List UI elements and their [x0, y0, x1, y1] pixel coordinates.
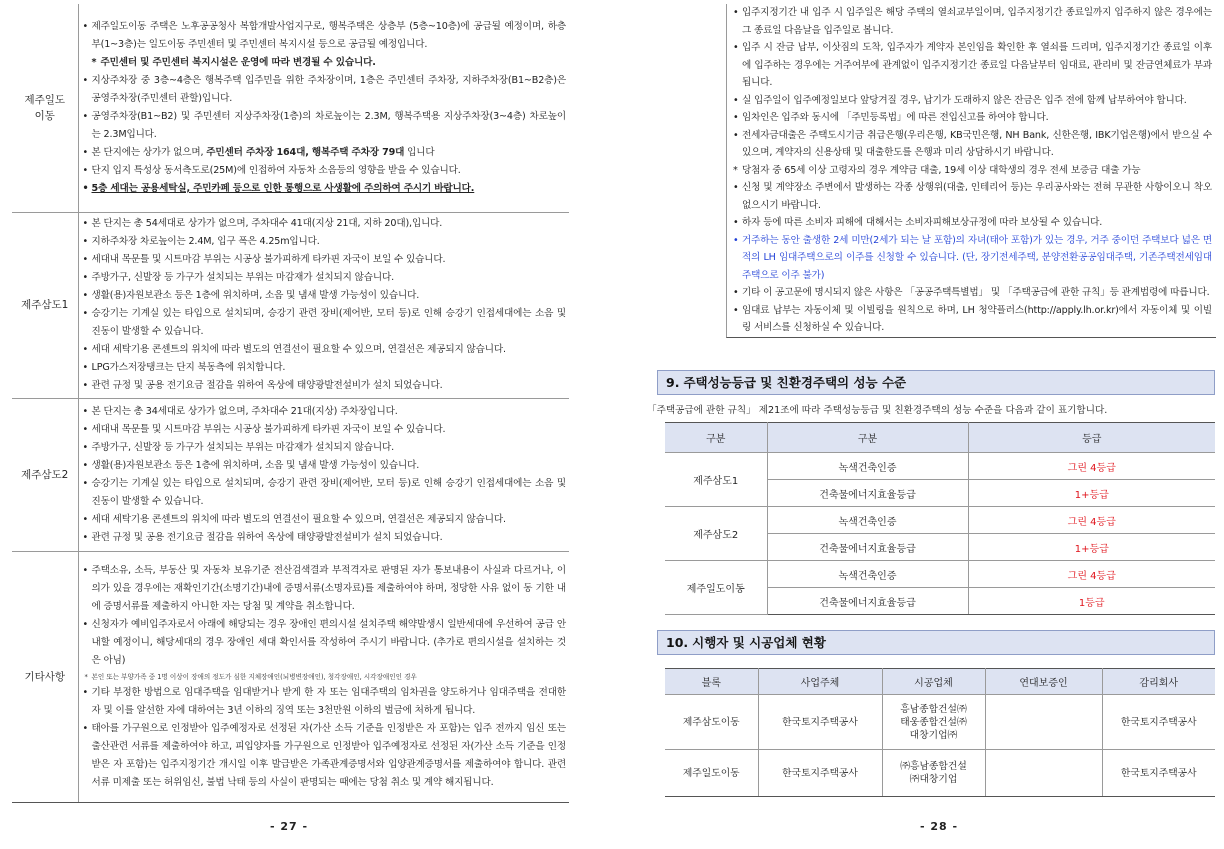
row-label: 제주삼도2: [12, 398, 78, 551]
list-item: • 세대 세탁기용 콘센트의 위치에 따라 별도의 연결선이 필요할 수 있으며, 연결선은 제공되지 않습니다.: [83, 341, 567, 359]
guarantor: [985, 695, 1102, 750]
table-header-row: [665, 423, 1215, 453]
list-item: • 생활(용)자원보관소 등은 1층에 위치하며, 소음 및 냄새 발생 가능성이 있습니다.: [83, 457, 567, 475]
row-label: 기타사항: [12, 551, 78, 802]
list-item: • 단지 입지 특성상 동서측도로(25M)에 인접하여 자동차 소음등의 영향을 받을 수 있습니다.: [83, 162, 567, 180]
performance-grade-table: [665, 422, 1215, 615]
note-item: * 주민센터 및 주민센터 복지시설은 운영에 따라 변경될 수 있습니다.: [83, 54, 567, 72]
list-item: • 관련 규정 및 공용 전기요금 절감을 위하여 옥상에 태양광발전설비가 설치 되었습니다.: [83, 377, 567, 395]
row-content: [78, 212, 569, 398]
group-name: 제주일도이동: [665, 561, 767, 615]
row-content: [78, 398, 569, 551]
column-header: 블록: [665, 669, 758, 695]
column-header: 구분: [665, 423, 767, 453]
list-item: • 주방가구, 신발장 등 가구가 설치되는 부위는 마감재가 설치되지 않습니다.: [83, 439, 567, 457]
list-item: • 전세자금대출은 주택도시기금 취급은행(우리은행, KB국민은행, NH Bank, 신한은행, IBK기업은행)에서 받으실 수 있으며, 계약자의 신용상태 및 대출한도를 은행과 미리 상담하시기 바랍니다.: [733, 127, 1212, 162]
guarantor: [985, 750, 1102, 797]
supervisor-name: 한국토지주택공사: [1102, 750, 1215, 797]
grade-value: 그린 4등급: [968, 561, 1215, 588]
supervisor-name: 한국토지주택공사: [1102, 695, 1215, 750]
list-item: • 임차인은 입주와 동시에 「주민등록법」에 따른 전입신고를 하여야 합니다.: [733, 109, 1212, 127]
list-item: • LPG가스저장탱크는 단지 북동측에 위치합니다.: [83, 359, 567, 377]
grade-value: 그린 4등급: [968, 453, 1215, 480]
list-item: • 생활(용)자원보관소 등은 1층에 위치하며, 소음 및 냄새 발생 가능성이 있습니다.: [83, 287, 567, 305]
list-item: • 입주지정기간 내 입주 시 입주일은 해당 주택의 열쇠교부일이며, 입주지정기간 종료일까지 입주하지 않은 경우에는 그 종료일 다음날을 입주일로 봅니다.: [733, 4, 1212, 39]
list-item: • 태아를 가구원으로 인정받아 입주예정자로 선정된 자(가산 소득 기준을 인정받은 자 포함)는 입주 전까지 임신 또는 출산관련 서류를 제출하여야 하고, 피입양자를 가구원으로 인정받아 입주예정자로 선정된 자(가산 소득 기준을 인정받은 자 포함)는 입주지정기간 개시일 이후 발급받은 가족관계증명서와 입양관계증명서를 제출하여야 합니다. 관련서류 미제출 또는 허위임신, 불법 낙태 등의 사실이 판명되는 때에는 당첨 취소 및 계약 해지됩니다.: [83, 720, 567, 792]
list-item: • 세대내 목문틀 및 시트마감 부위는 시공상 불가피하게 타카핀 자국이 보일 수 있습니다.: [83, 421, 567, 439]
list-item: • 실 입주일이 입주예정일보다 앞당겨질 경우, 납기가 도래하지 않은 잔금은 입주 전에 함께 납부하여야 합니다.: [733, 92, 1212, 110]
cert-name: 녹색건축인증: [767, 453, 968, 480]
grade-value: 1등급: [968, 588, 1215, 615]
page-number-right: - 28 -: [920, 820, 959, 833]
column-header: 등급: [968, 423, 1215, 453]
list-item: • 기타 부정한 방법으로 임대주택을 임대받거나 받게 한 자 또는 임대주택의 임차권을 양도하거나 임대주택을 전대한 자 및 이를 알선한 자에 대하여는 3년 이하의 징역 또는 3천만원 이하의 벌금에 처하게 됩니다.: [83, 684, 567, 720]
group-name: 제주삼도1: [665, 453, 767, 507]
table-row: [665, 453, 1215, 480]
footnote-item: * 본인 또는 부양가족 중 1명 이상이 장애의 정도가 심한 지체장애인(뇌병변장애인), 청각장애인, 시각장애인인 경우: [83, 670, 567, 684]
site-notes-table: [12, 4, 569, 803]
row-label: 제주삼도1: [12, 212, 78, 398]
table-row: [665, 695, 1215, 750]
section-10-heading: 10. 시행자 및 시공업체 현황: [657, 630, 1215, 655]
highlight-item: • 5층 세대는 공용세탁실, 주민카페 등으로 인한 통행으로 사생활에 주의하여 주시기 바랍니다.: [83, 180, 567, 198]
row-content: [78, 4, 569, 212]
grade-value: 1+등급: [968, 534, 1215, 561]
table-row-other: [12, 551, 569, 802]
block-name: 제주삼도이동: [665, 695, 758, 750]
block-name: 제주일도이동: [665, 750, 758, 797]
column-header: 연대보증인: [985, 669, 1102, 695]
list-item: • 신청 및 계약장소 주변에서 발생하는 각종 상행위(대출, 인테리어 등)는 우리공사와는 전혀 무관한 사항이오니 착오 없으시기 바랍니다.: [733, 179, 1212, 214]
page-27: [12, 4, 569, 803]
page-28: [647, 4, 1217, 785]
list-item: • 관련 규정 및 공용 전기요금 절감을 위하여 옥상에 태양광발전설비가 설치 되었습니다.: [83, 529, 567, 547]
group-name: 제주삼도2: [665, 507, 767, 561]
notice-list: [726, 4, 1216, 338]
builder-list: ㈜흥남종합건설 ㈜대창기업: [882, 750, 985, 797]
section-9-intro: 「주택공급에 관한 규칙」 제21조에 따라 주택성능등급 및 친환경주택의 성능 수준을 다음과 같이 표기합니다.: [647, 405, 1108, 416]
cert-name: 건축물에너지효율등급: [767, 480, 968, 507]
list-item: • 주택소유, 소득, 부동산 및 자동차 보유기준 전산검색결과 부적격자로 판명된 자가 통보내용이 사실과 다르거나, 이의가 있을 경우에는 재확인기간(소명기간)내에 증명서류(소명자료)를 제출하여야 하며, 정당한 사유 없이 동 기한 내에 증명서류를 제출하지 아니한 자는 당첨 및 계약을 취소합니다.: [83, 562, 567, 616]
owner-name: 한국토지주택공사: [758, 695, 882, 750]
row-label: 제주일도 이동: [12, 4, 78, 212]
list-item: • 승강기는 기계실 있는 타입으로 설치되며, 승강기 관련 장비(제어반, 모터 등)로 인해 승강기 인접세대에는 소음 및 진동이 발생할 수 있습니다.: [83, 305, 567, 341]
note-item: * 당첨자 중 65세 이상 고령자의 경우 계약금 대출, 19세 이상 대학생의 경우 전세 보증금 대출 가능: [733, 162, 1212, 180]
list-item: • 본 단지에는 상가가 없으며, 주민센터 주차장 164대, 행복주택 주차장 79대 입니다: [83, 144, 567, 162]
section-9-heading: 9. 주택성능등급 및 친환경주택의 성능 수준: [657, 370, 1215, 395]
list-item: • 세대 세탁기용 콘센트의 위치에 따라 별도의 연결선이 필요할 수 있으며, 연결선은 제공되지 않습니다.: [83, 511, 567, 529]
list-item: • 지하주차장 차로높이는 2.4M, 입구 폭은 4.25m입니다.: [83, 233, 567, 251]
table-row: [665, 507, 1215, 534]
blue-note-item: • 거주하는 동안 출생한 2세 미만(2세가 되는 날 포함)의 자녀(태아 포함)가 있는 경우, 거주 중이던 주택보다 넓은 면적의 LH 임대주택으로의 이주를 신청할 수 있습니다. (단, 장기전세주택, 분양전환공공임대주택, 기존주택전세임대주택으로 이주 불가): [733, 232, 1212, 285]
cert-name: 건축물에너지효율등급: [767, 534, 968, 561]
grade-value: 그린 4등급: [968, 507, 1215, 534]
list-item: • 제주일도이동 주택은 노후공공청사 복합개발사업지구로, 행복주택은 상층부 (5층~10층)에 공급될 예정이며, 하층부(1~3층)는 일도이동 주민센터 및 주민센터 복지시설 등으로 공급될 예정입니다.: [83, 18, 567, 54]
cert-name: 녹색건축인증: [767, 561, 968, 588]
column-header: 구분: [767, 423, 968, 453]
table-row-jeju-samdo1: [12, 212, 569, 398]
table-header-row: [665, 669, 1215, 695]
cert-name: 건축물에너지효율등급: [767, 588, 968, 615]
column-header: 감리회사: [1102, 669, 1215, 695]
column-header: 사업주체: [758, 669, 882, 695]
builder-list: 흥남종합건설㈜ 태웅종합건설㈜ 대창기업㈜: [882, 695, 985, 750]
list-item: • 본 단지는 총 54세대로 상가가 없으며, 주차대수 41대(지상 21대, 지하 20대),입니다.: [83, 215, 567, 233]
list-item: • 공영주차장(B1~B2) 및 주민센터 지상주차장(1층)의 차로높이는 2.3M, 행복주택용 지상주차장(3~4층) 차로높이는 2.3M입니다.: [83, 108, 567, 144]
owner-name: 한국토지주택공사: [758, 750, 882, 797]
list-item: • 입주 시 잔금 납부, 이삿짐의 도착, 입주자가 계약자 본인임을 확인한 후 열쇠를 드리며, 입주지정기간 종료일 이후에 입주하는 경우에는 거주여부에 관계없이 입주지정기간 종료일 다음날부터 임대료, 관리비 및 잔금연체료가 부과됩니다.: [733, 39, 1212, 92]
list-item: • 주방가구, 신발장 등 가구가 설치되는 부위는 마감재가 설치되지 않습니다.: [83, 269, 567, 287]
grade-value: 1+등급: [968, 480, 1215, 507]
list-item: • 기타 이 공고문에 명시되지 않은 사항은 「공공주택특별법」 및 「주택공급에 관한 규칙」등 관계법령에 따릅니다.: [733, 284, 1212, 302]
table-row-jeju-samdo2: [12, 398, 569, 551]
row-content: [78, 551, 569, 802]
cert-name: 녹색건축인증: [767, 507, 968, 534]
table-row-jeju-ildo: [12, 4, 569, 212]
list-item: • 본 단지는 총 34세대로 상가가 없으며, 주차대수 21대(지상) 주차장입니다.: [83, 403, 567, 421]
table-row: [665, 750, 1215, 797]
table-row: [665, 561, 1215, 588]
builder-table: [665, 668, 1215, 797]
column-header: 시공업체: [882, 669, 985, 695]
list-item: • 하자 등에 따른 소비자 피해에 대해서는 소비자피해보상규정에 따라 보상될 수 있습니다.: [733, 214, 1212, 232]
list-item: • 승강기는 기계실 있는 타입으로 설치되며, 승강기 관련 장비(제어반, 모터 등)로 인해 승강기 인접세대에는 소음 및 진동이 발생할 수 있습니다.: [83, 475, 567, 511]
page-number-left: - 27 -: [270, 820, 309, 833]
list-item: • 임대료 납부는 자동이체 및 이빌링을 원칙으로 하며, LH 청약플러스(http://apply.lh.or.kr)에서 자동이체 및 이빌링 서비스를 신청하실 수 있습니다.: [733, 302, 1212, 337]
list-item: • 지상주차장 중 3층~4층은 행복주택 입주민을 위한 주차장이며, 1층은 주민센터 주차장, 지하주차장(B1~B2층)은 공영주차장(주민센터 관할)입니다.: [83, 72, 567, 108]
list-item: • 세대내 목문틀 및 시트마감 부위는 시공상 불가피하게 타카핀 자국이 보일 수 있습니다.: [83, 251, 567, 269]
list-item: • 신청자가 예비입주자로서 아래에 해당되는 경우 장애인 편의시설 설치주택 해약발생시 일반세대에 우선하여 공급 안내할 예정이니, 해당세대의 경우 장애인 세대 확인서를 작성하여 주시기 바랍니다. (추가로 편의시설을 설치하는 것은 아님): [83, 616, 567, 670]
